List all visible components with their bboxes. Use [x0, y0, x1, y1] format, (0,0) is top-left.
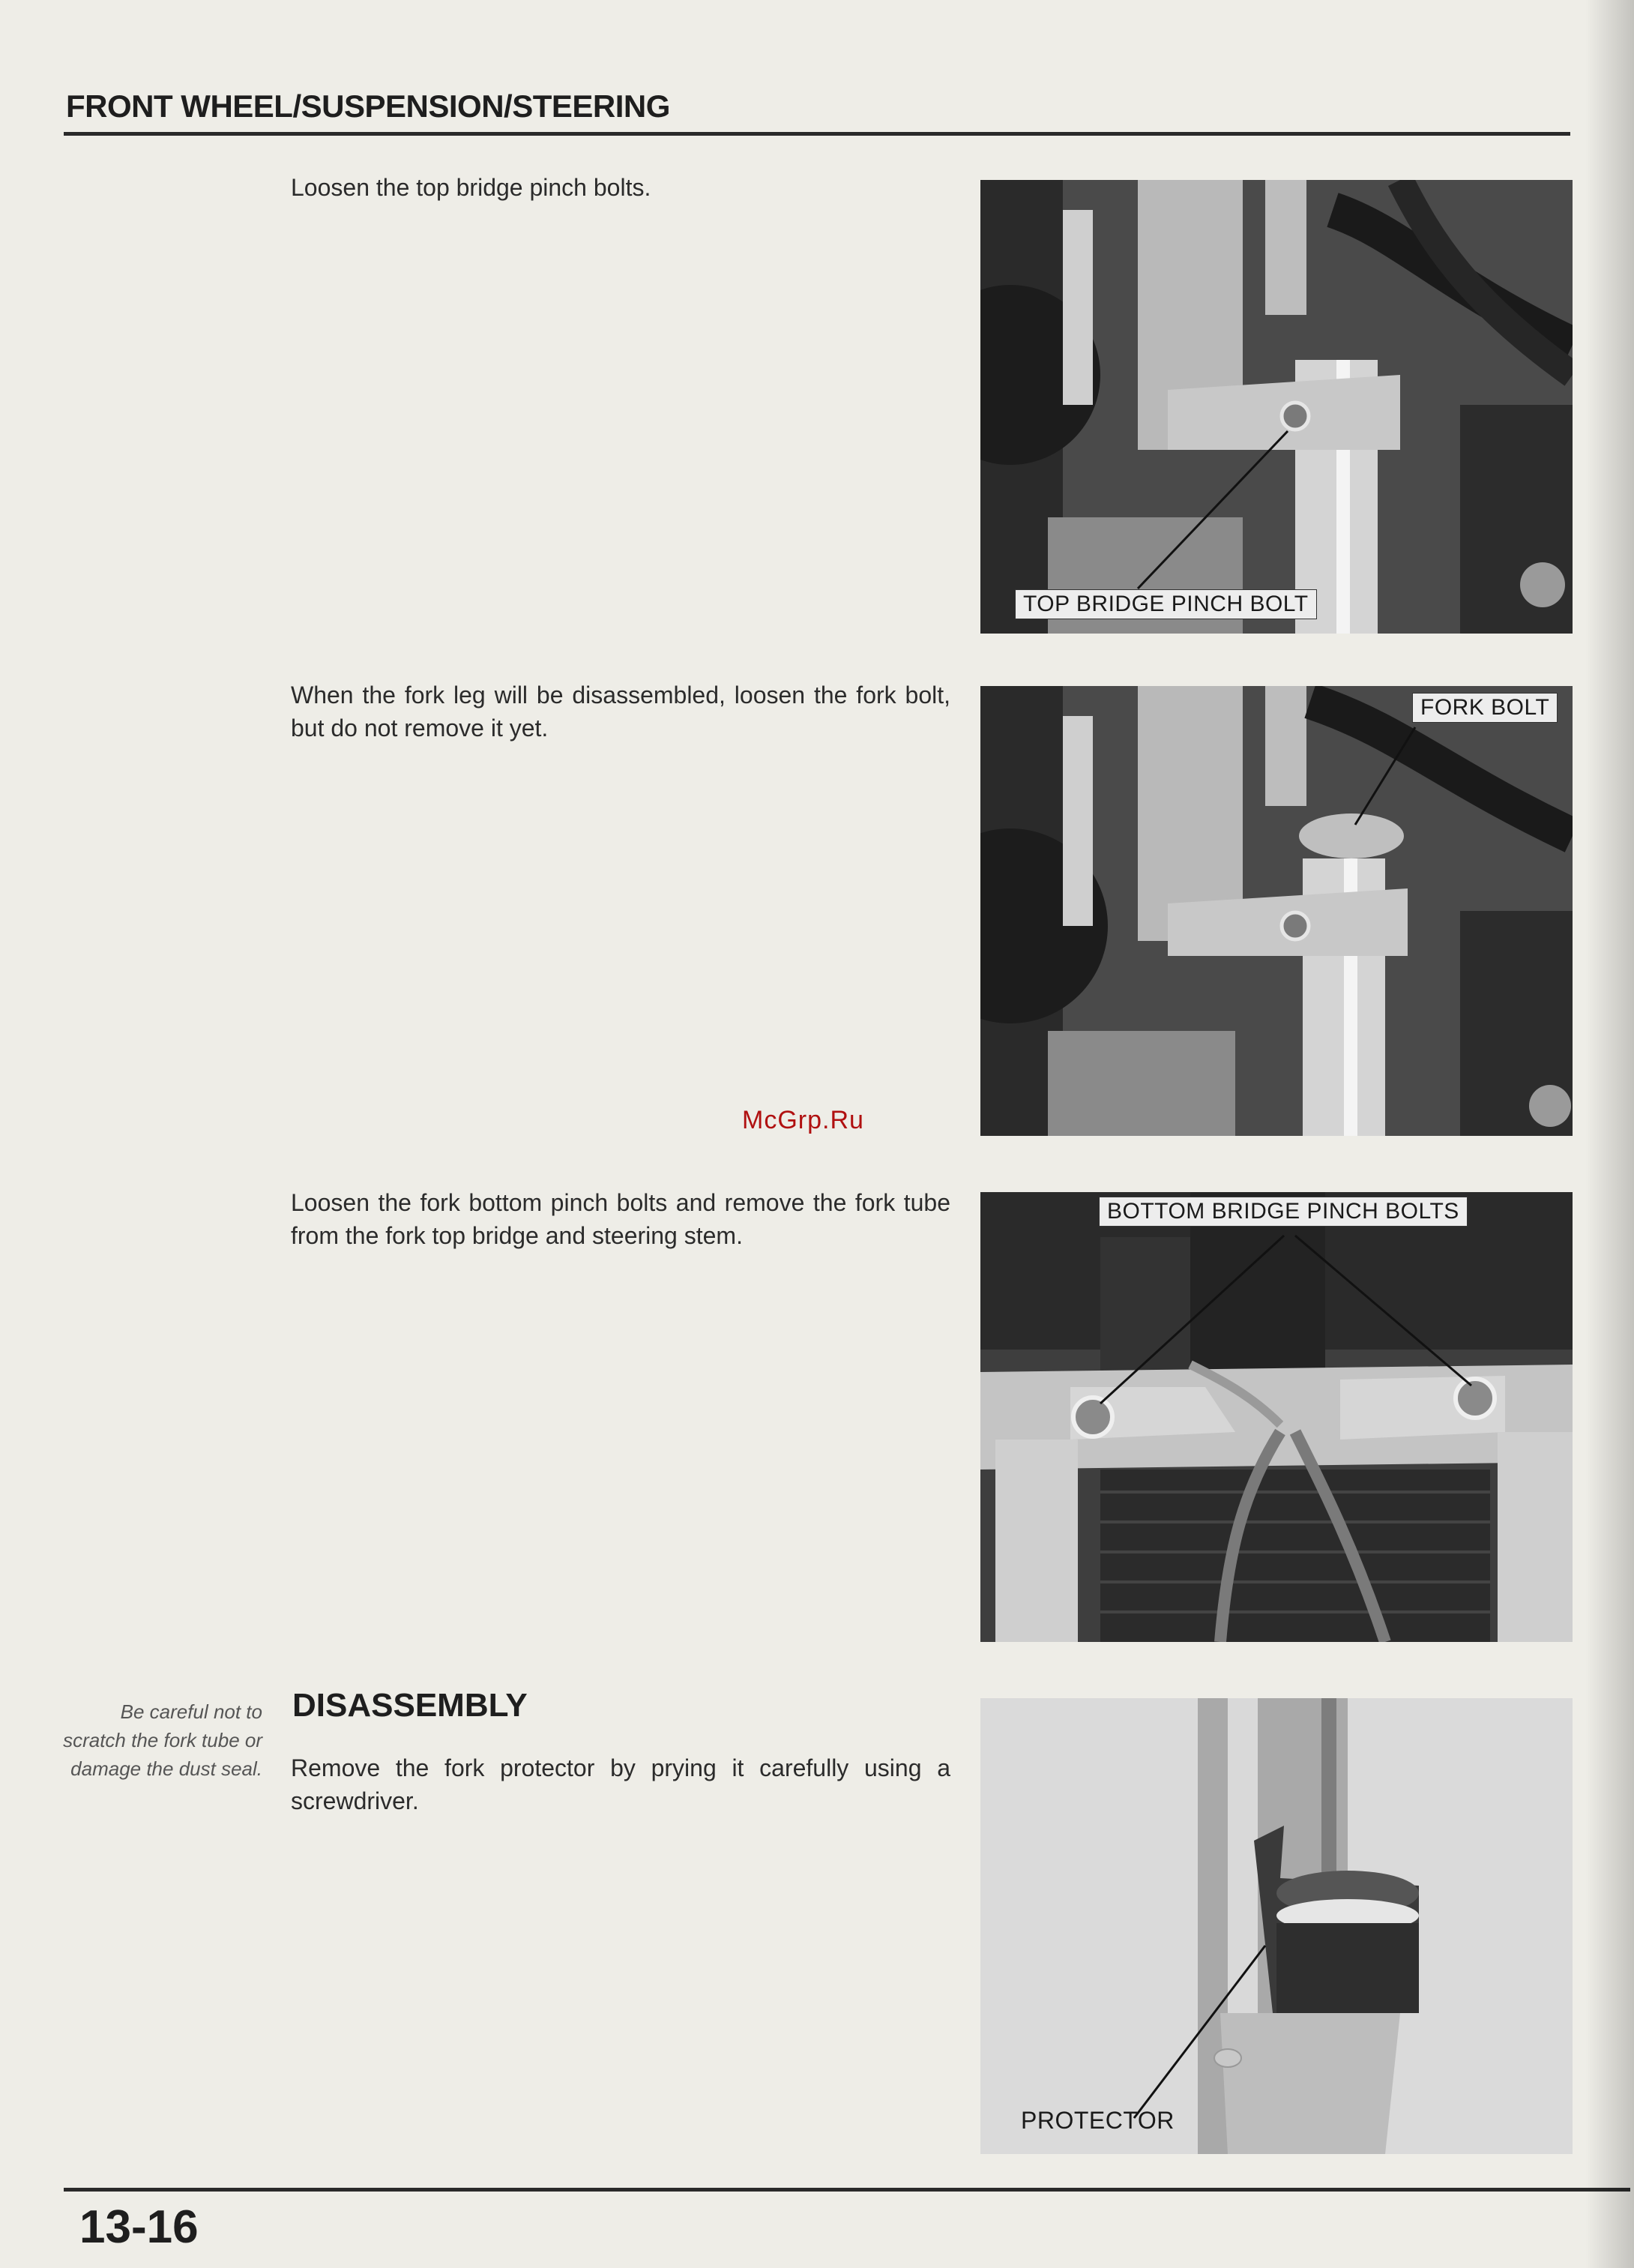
photo-top-bridge-pinch-bolt: [980, 180, 1573, 634]
callout-fork-bolt: FORK BOLT: [1412, 693, 1558, 723]
disassembly-text: Remove the fork protector by prying it carefully using a screwdriver.: [291, 1754, 950, 1814]
footer-divider: [64, 2188, 1630, 2192]
step-3-text: Loosen the fork bottom pinch bolts and remove the fork tube from the fork top bridge and steering stem.: [291, 1189, 950, 1249]
callout-bottom-bridge-pinch-bolts: BOTTOM BRIDGE PINCH BOLTS: [1099, 1197, 1468, 1227]
callout-top-bridge-pinch-bolt: TOP BRIDGE PINCH BOLT: [1015, 589, 1317, 619]
section-heading-disassembly: DISASSEMBLY: [292, 1687, 528, 1724]
photo-bottom-bridge-pinch-bolts: [980, 1192, 1573, 1642]
step-2-text: When the fork leg will be disassembled, loosen the fork bolt, but do not remove it yet.: [291, 682, 950, 742]
page-number: 13-16: [79, 2201, 199, 2253]
step-1-text: Loosen the top bridge pinch bolts.: [291, 174, 651, 201]
header-divider: [64, 132, 1570, 136]
page-title: FRONT WHEEL/SUSPENSION/STEERING: [66, 88, 670, 124]
page-edge-shadow: [1585, 0, 1634, 2268]
photo-fork-bolt: [980, 686, 1573, 1136]
photo-protector: [980, 1698, 1573, 2154]
callout-protector: PROTECTOR: [1021, 2107, 1175, 2134]
watermark: McGrp.Ru: [742, 1106, 864, 1134]
side-note-caution: Be careful not to scratch the fork tube or damage the dust seal.: [63, 1700, 262, 1780]
